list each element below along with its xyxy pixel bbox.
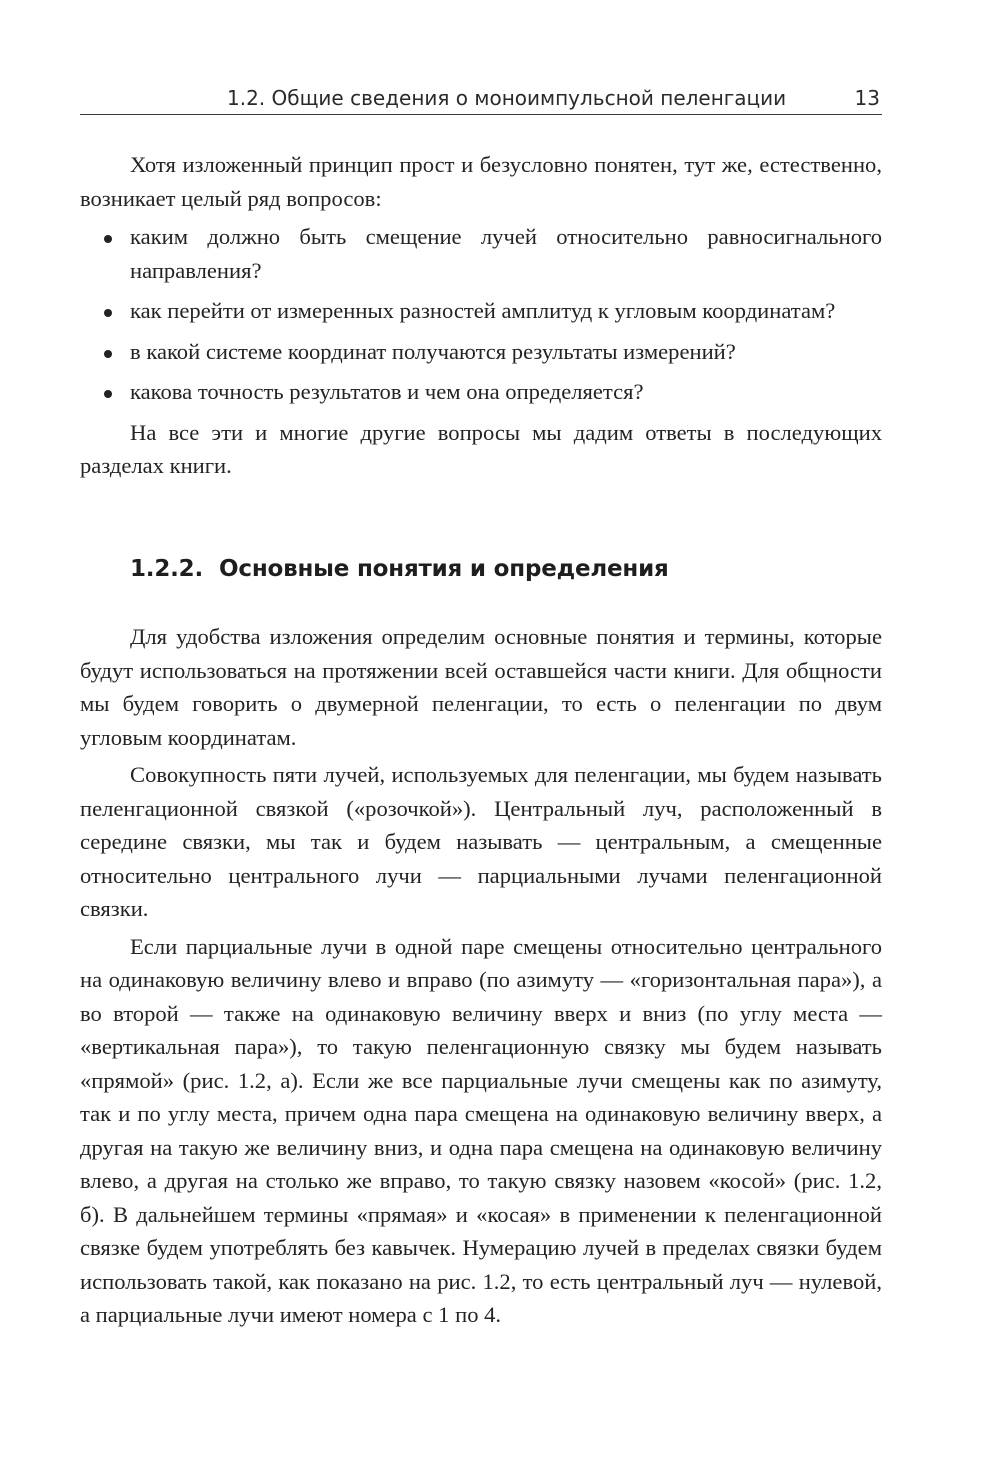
section-number: 1.2.2. [130, 555, 204, 582]
page-body [80, 148, 882, 1332]
list-item-text: в какой системе координат получаются результаты измерений? [130, 338, 736, 364]
list-item-text: какова точность результатов и чем она определяется? [130, 379, 644, 404]
section-heading [80, 553, 882, 587]
bullet-icon [104, 235, 112, 243]
book-page [80, 78, 882, 1332]
definition-paragraph: Для удобства изложения определим основные понятия и термины, которые будут использоваться на протяжении всей оставшейся части книги. Для общности мы будем говорить о двумерной пеленгации, то есть о пеленгации по двум угловым координатам. [80, 624, 882, 750]
running-header [80, 78, 882, 115]
list-item [80, 294, 882, 328]
intro-paragraph: Хотя изложенный принцип прост и безусловно понятен, тут же, естественно, возникает целый ряд вопросов: [80, 152, 882, 211]
question-list [80, 220, 882, 409]
bullet-icon [104, 350, 112, 358]
list-item [80, 220, 882, 287]
list-item [80, 375, 882, 409]
bullet-icon [104, 390, 112, 398]
list-item [80, 335, 882, 369]
list-item-text: как перейти от измеренных разностей амплитуд к угловым координатам? [130, 298, 836, 323]
closing-paragraph: На все эти и многие другие вопросы мы дадим ответы в последующих разделах книги. [80, 419, 882, 478]
beam-bundle-paragraph: Совокупность пяти лучей, используемых для пеленгации, мы будем называть пеленгационной связкой («розочкой»). Центральный луч, расположенный в середине связки, мы так и будем называть — центральным, а смещенные относительно центрального лучи — парциальными лучами пеленгационной связки. [80, 762, 882, 921]
running-title: 1.2. Общие сведения о моноимпульсной пеленгации [227, 86, 787, 110]
page-number: 13 [854, 86, 880, 110]
bullet-icon [104, 309, 112, 317]
section-title: Основные понятия и определения [219, 555, 669, 582]
list-item-text: каким должно быть смещение лучей относительно равносигнального направления? [130, 224, 882, 283]
bundle-types-paragraph: Если парциальные лучи в одной паре смещены относительно центрального на одинаковую величину влево и вправо (по азимуту — «горизонтальная пара»), а во второй — также на одинаковую величину вверх и вниз (по углу места — «вертикальная пара»), то такую пеленгационную связку мы будем называть «прямой» (рис. 1.2, а). Если же все парциальные лучи смещены как по азимуту, так и по углу места, причем одна пара смещена на одинаковую величину вверх, а другая на такую же величину вниз, и одна пара смещена на одинаковую величину влево, а другая на столько же вправо, то такую связку назовем «косой» (рис. 1.2, б). В дальнейшем термины «прямая» и «косая» в применении к пеленгационной связке будем употреблять без кавычек. Нумерацию лучей в пределах связки будем использовать такой, как показано на рис. 1.2, то есть центральный луч — нулевой, а парциальные лучи имеют номера с 1 по 4. [80, 933, 882, 1327]
